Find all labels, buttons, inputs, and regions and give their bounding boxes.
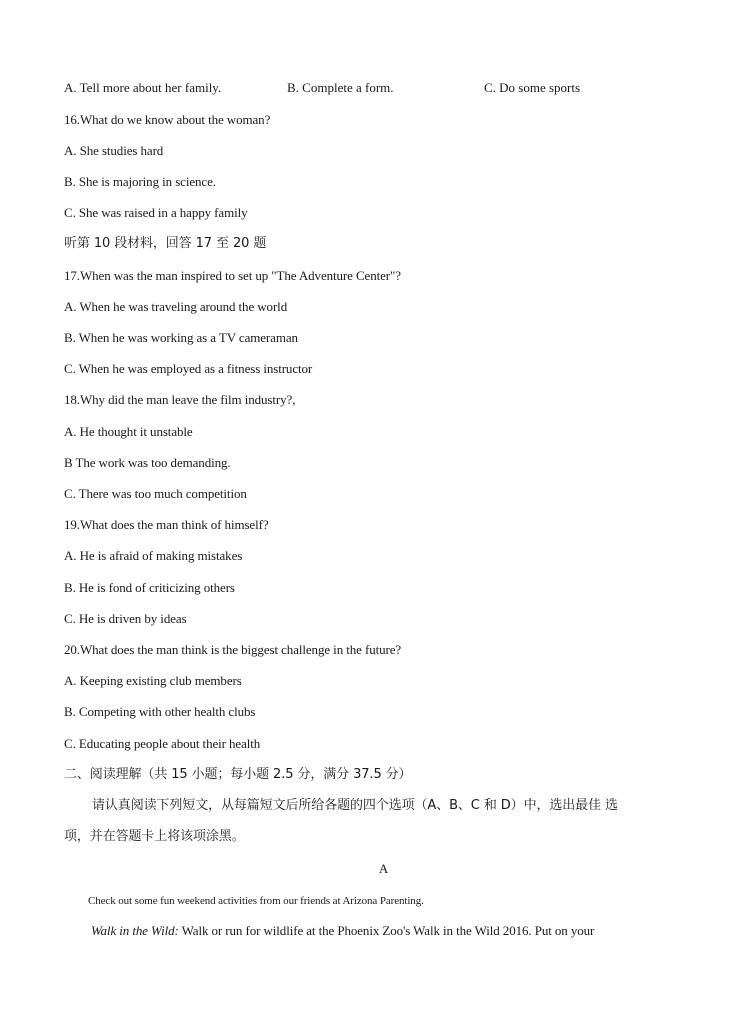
q19-option-c: C. He is driven by ideas — [64, 611, 187, 626]
q20-option-c: C. Educating people about their health — [64, 736, 261, 751]
q20-question: 20.What does the man think is the biggest challenge in the future? — [64, 642, 402, 657]
q18-option-c: C. There was too much competition — [64, 486, 247, 501]
reading-instruction-line2: 项，并在答题卡上将该项涂黑。 — [64, 829, 245, 844]
q18-option-a: A. He thought it unstable — [64, 424, 193, 439]
reading-instruction-line1: 请认真阅读下列短文，从每篇短文后所给各题的四个选项（A、B、C 和 D）中，选出最佳 选 — [92, 798, 618, 813]
q19-option-a: A. He is afraid of making mistakes — [64, 548, 243, 563]
q15-option-a: A. Tell more about her family. — [64, 80, 222, 95]
q19-option-b: B. He is fond of criticizing others — [64, 580, 235, 595]
q19-question: 19.What does the man think of himself? — [64, 517, 269, 532]
q17-option-a: A. When he was traveling around the world — [64, 299, 288, 314]
q16-option-c: C. She was raised in a happy family — [64, 205, 248, 220]
q18-question: 18.Why did the man leave the film industry?, — [64, 392, 296, 407]
q16-option-b: B. She is majoring in science. — [64, 174, 216, 189]
q15-option-c: C. Do some sports — [484, 80, 581, 95]
q16-question: 16.What do we know about the woman? — [64, 112, 271, 127]
section-10-instruction: 听第 10 段材料，回答 17 至 20 题 — [64, 236, 267, 251]
q15-option-b: B. Complete a form. — [287, 80, 394, 95]
q17-question: 17.When was the man inspired to set up "The Adventure Center"? — [64, 268, 401, 283]
q17-option-b: B. When he was working as a TV cameraman — [64, 330, 298, 345]
walk-in-the-wild-text: Walk or run for wildlife at the Phoenix Zoo's Walk in the Wild 2016. Put on your — [178, 923, 595, 938]
q17-option-c: C. When he was employed as a fitness instructor — [64, 361, 313, 376]
q20-option-b: B. Competing with other health clubs — [64, 704, 256, 719]
walk-in-the-wild-title: Walk in the Wild: — [91, 923, 179, 938]
passage-intro: Check out some fun weekend activities from our friends at Arizona Parenting. — [88, 895, 424, 907]
passage-paragraph-line — [91, 923, 594, 939]
reading-section-heading: 二、阅读理解（共 15 小题；每小题 2.5 分，满分 37.5 分） — [64, 767, 412, 782]
passage-label: A — [378, 861, 389, 876]
q18-option-b: B The work was too demanding. — [64, 455, 231, 470]
q20-option-a: A. Keeping existing club members — [64, 673, 242, 688]
q16-option-a: A. She studies hard — [64, 143, 164, 158]
